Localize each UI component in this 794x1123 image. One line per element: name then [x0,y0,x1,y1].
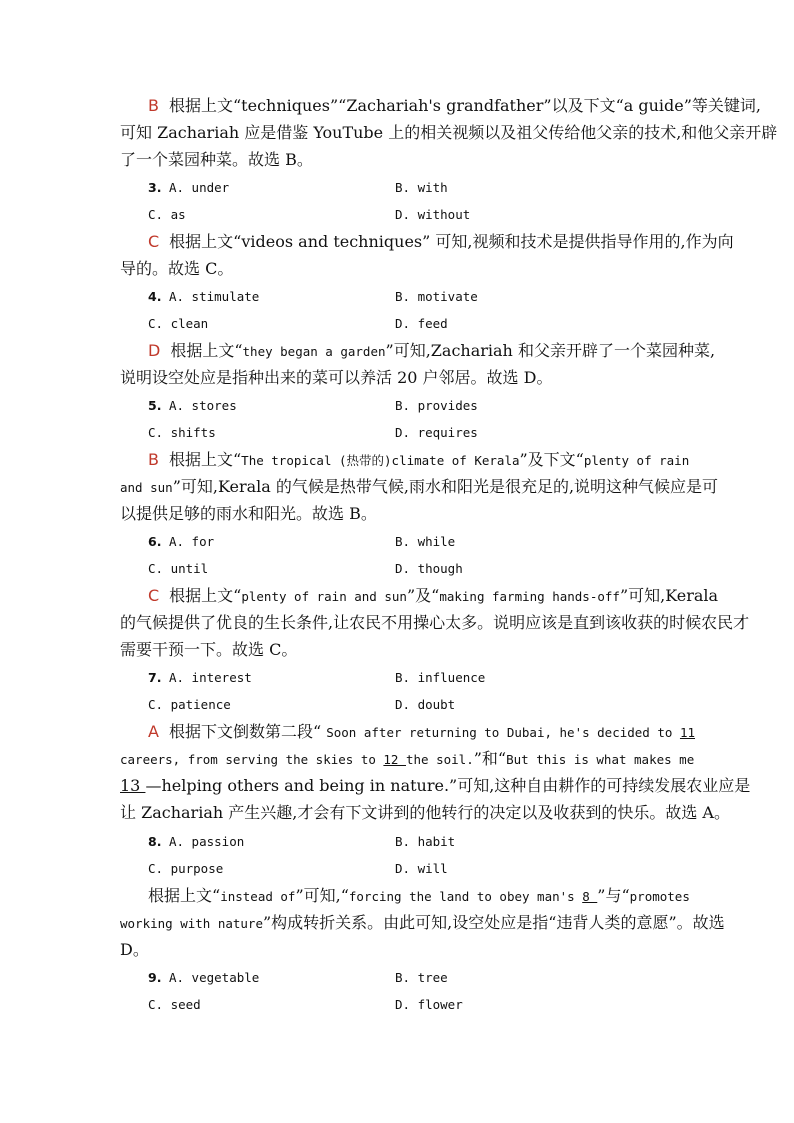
explanation-text: ”可知,Kerala [619,586,719,605]
option-d: D. flower [395,997,463,1012]
option-a: A. stimulate [168,289,260,304]
quoted-text: they began a garden [242,344,386,359]
quoted-text: The tropical (热带的)climate of Kerala [241,453,520,468]
option-b: B. tree [395,970,448,985]
question-number: 9. [148,970,162,985]
question-number: 8. [148,834,162,849]
quoted-text: But this is what makes me [506,752,695,767]
explanation-text: 根据上文“videos and techniques” 可知,视频和技术是提供指导作用的,作为向 [169,232,734,251]
blank-number: 8 [582,889,598,904]
option-a: A. vegetable [168,970,260,985]
explanation-text: ”和“ [473,749,507,768]
option-c: C. purpose [148,861,224,876]
option-d: D. doubt [395,697,456,712]
quoted-text: promotes [629,889,690,904]
explanation-text: 根据上文“techniques”“Zachariah's grandfather”以及下文“a guide”等关键词, [168,96,762,115]
explanation-text: 让 Zachariah 产生兴趣,才会有下文讲到的他转行的决定以及收获到的快乐。故选 A。 [120,803,730,822]
option-a: A. interest [168,670,252,685]
option-b: B. provides [395,398,478,413]
answer-letter: D [148,341,161,360]
option-c: C. patience [148,697,231,712]
question-number: 6. [148,534,162,549]
quoted-text: plenty of rain and sun [241,589,407,604]
explanation-text: 根据上文“ [170,341,243,360]
question-number: 4. [148,289,162,304]
explanation-text: ”构成转折关系。由此可知,设空处应是指“违背人类的意愿”。故选 [263,913,725,932]
option-c: C. clean [148,316,209,331]
option-a: A. stores [168,398,237,413]
option-d: D. feed [395,316,448,331]
question-number: 7. [148,670,162,685]
option-a: A. passion [168,834,245,849]
option-d: D. will [395,861,448,876]
quoted-text: making farming hands-off [439,589,620,604]
quoted-text: and sun [120,480,173,495]
answer-letter: C [148,586,160,605]
explanation-text: —helping others and being in nature.”可知,这种自由耕作的可持续发展农业应是 [145,776,751,795]
explanation-text: D。 [120,940,149,959]
explanation-text: ”及“ [406,586,440,605]
quoted-text: Soon after returning to Dubai, he's decided to [326,725,680,740]
explanation-text: 说明设空处应是指种出来的菜可以养活 20 户邻居。故选 D。 [120,368,553,387]
explanation-text: 根据上文“ [169,586,242,605]
explanation-text: 根据上文“ [168,450,242,469]
explanation-text: 根据上文“ [148,886,221,905]
explanation-text: 根据下文倒数第二段“ [168,722,327,741]
explanation-text: ”与“ [597,886,630,905]
answer-letter: C [148,232,160,251]
explanation-text: ”可知,Zachariah 和父亲开辟了一个菜园种菜, [385,341,716,360]
option-d: D. without [395,207,471,222]
quoted-text: instead of [220,889,296,904]
option-b: B. habit [395,834,456,849]
option-a: A. for [168,534,215,549]
explanation-text: 以提供足够的雨水和阳光。故选 B。 [120,504,377,523]
option-b: B. with [395,180,448,195]
option-c: C. until [148,561,209,576]
question-number: 5. [148,398,162,413]
explanation-text: ”及下文“ [519,450,584,469]
option-b: B. motivate [395,289,478,304]
option-c: C. as [148,207,186,222]
question-number: 3. [148,180,162,195]
explanation-text: ”可知,“ [295,886,349,905]
blank-number: 13 [120,776,146,795]
option-c: C. shifts [148,425,216,440]
option-c: C. seed [148,997,201,1012]
explanation-text: 了一个菜园种菜。故选 B。 [120,150,313,169]
quoted-text: careers, from serving the skies to [120,752,384,767]
option-b: B. while [395,534,456,549]
blank-number: 12 [383,752,406,767]
explanation-text: 的气候提供了优良的生长条件,让农民不用操心太多。说明应该是直到该收获的时候农民才 [120,613,750,632]
answer-letter: A [148,722,159,741]
explanation-text: 导的。故选 C。 [120,259,234,278]
quoted-text: the soil. [405,752,474,767]
blank-number: 11 [679,725,696,740]
option-d: D. requires [395,425,478,440]
quoted-text: forcing the land to obey man's [348,889,583,904]
explanation-text: ”可知,Kerala 的气候是热带气候,雨水和阳光是很充足的,说明这种气候应是可 [172,477,719,496]
answer-letter: B [148,450,159,469]
explanation-text: 可知 Zachariah 应是借鉴 YouTube 上的相关视频以及祖父传给他父亲的技术,和他父亲开辟 [120,123,778,142]
option-b: B. influence [395,670,486,685]
explanation-text: 需要干预一下。故选 C。 [120,640,298,659]
option-d: D. though [395,561,463,576]
option-a: A. under [168,180,230,195]
answer-letter: B [148,96,159,115]
quoted-text: working with nature [120,916,263,931]
quoted-text: plenty of rain [583,453,690,468]
